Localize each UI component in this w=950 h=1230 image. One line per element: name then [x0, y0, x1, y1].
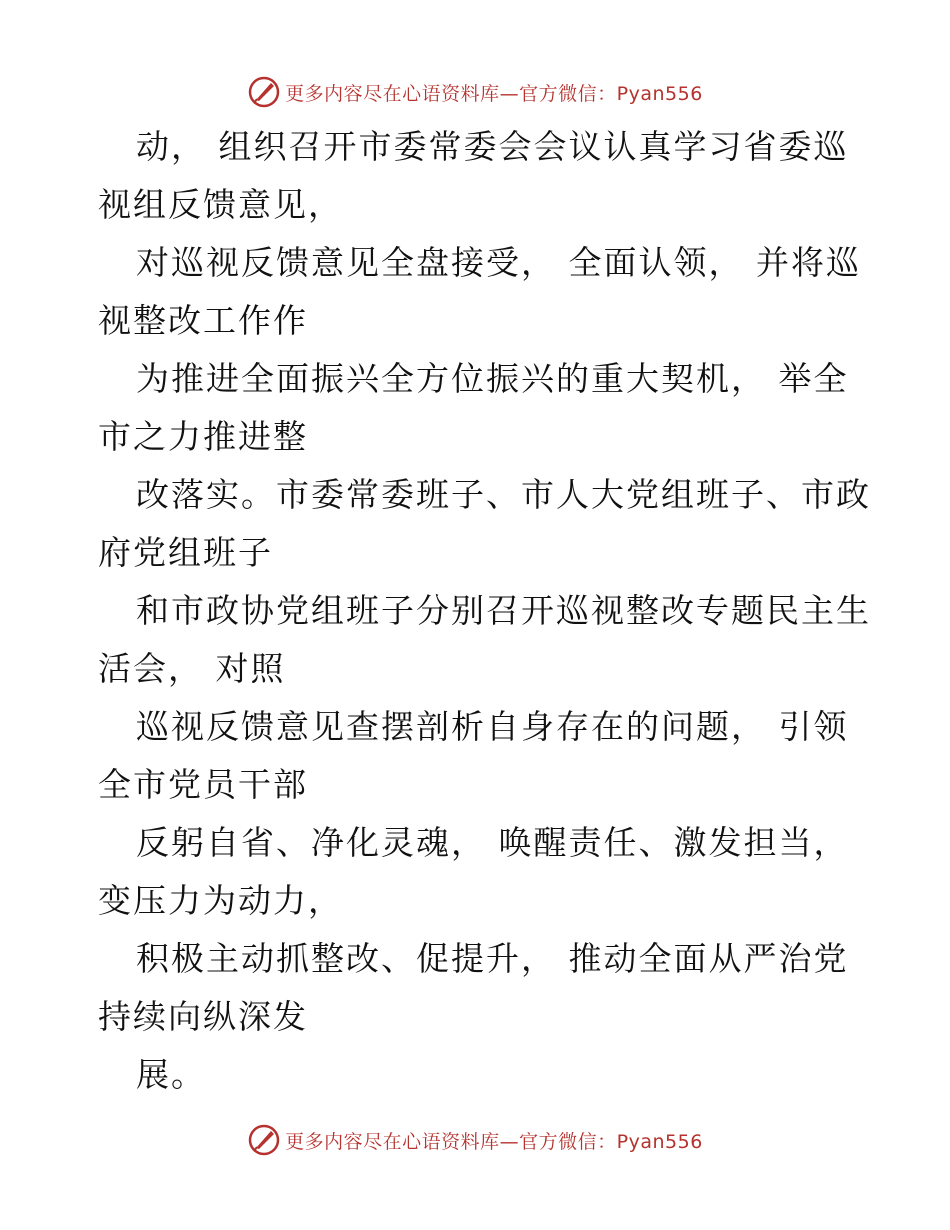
text-line: [98, 350, 858, 408]
text-line-content: 为推进全面振兴全方位振兴的重大契机， 举全: [136, 359, 849, 398]
text-line: [98, 408, 858, 466]
text-line-content: 变压力为动力，: [98, 881, 343, 920]
text-line-content: 活会， 对照: [98, 649, 286, 688]
text-line-content: 反躬自省、净化灵魂， 唤醒责任、激发担当，: [136, 823, 849, 862]
text-line-content: 巡视反馈意见查摆剖析自身存在的问题， 引领: [136, 707, 849, 746]
text-line: [98, 930, 858, 988]
text-line-content: 对巡视反馈意见全盘接受， 全面认领， 并将巡: [136, 243, 861, 282]
text-line-content: 动， 组织召开市委常委会会议认真学习省委巡: [136, 127, 849, 166]
text-line: [98, 698, 858, 756]
text-line: [98, 872, 858, 930]
footer-banner: [0, 1120, 950, 1160]
text-line-content: 全市党员干部: [98, 765, 308, 804]
quill-pen-logo-icon: [247, 1123, 281, 1157]
text-line-content: 府党组班子: [98, 533, 273, 572]
text-line: [98, 524, 858, 582]
text-line-content: 持续向纵深发: [98, 997, 308, 1036]
text-line: [98, 234, 861, 292]
text-line: [98, 1046, 858, 1104]
document-body: [98, 118, 871, 1104]
text-line: [98, 814, 858, 872]
text-line: [98, 988, 858, 1046]
header-banner: [0, 72, 950, 112]
text-line-content: 和市政协党组班子分别召开巡视整改专题民主生: [136, 591, 871, 630]
header-banner-text: 更多内容尽在心语资料库—官方微信：Pyan556: [285, 82, 703, 105]
text-line: [98, 176, 858, 234]
text-line: [98, 118, 858, 176]
text-line-content: 视整改工作作: [98, 301, 308, 340]
text-line-content: 展。: [136, 1055, 206, 1094]
text-line: [98, 466, 871, 524]
text-line-content: 视组反馈意见，: [98, 185, 343, 224]
text-line-content: 市之力推进整: [98, 417, 308, 456]
text-line: [98, 582, 871, 640]
text-line: [98, 756, 858, 814]
text-line-content: 改落实。市委常委班子、市人大党组班子、市政: [136, 475, 871, 514]
text-line: [98, 640, 858, 698]
quill-pen-logo-icon: [247, 75, 281, 109]
footer-banner-text: 更多内容尽在心语资料库—官方微信：Pyan556: [285, 1130, 703, 1153]
text-line: [98, 292, 858, 350]
text-line-content: 积极主动抓整改、促提升， 推动全面从严治党: [136, 939, 849, 978]
